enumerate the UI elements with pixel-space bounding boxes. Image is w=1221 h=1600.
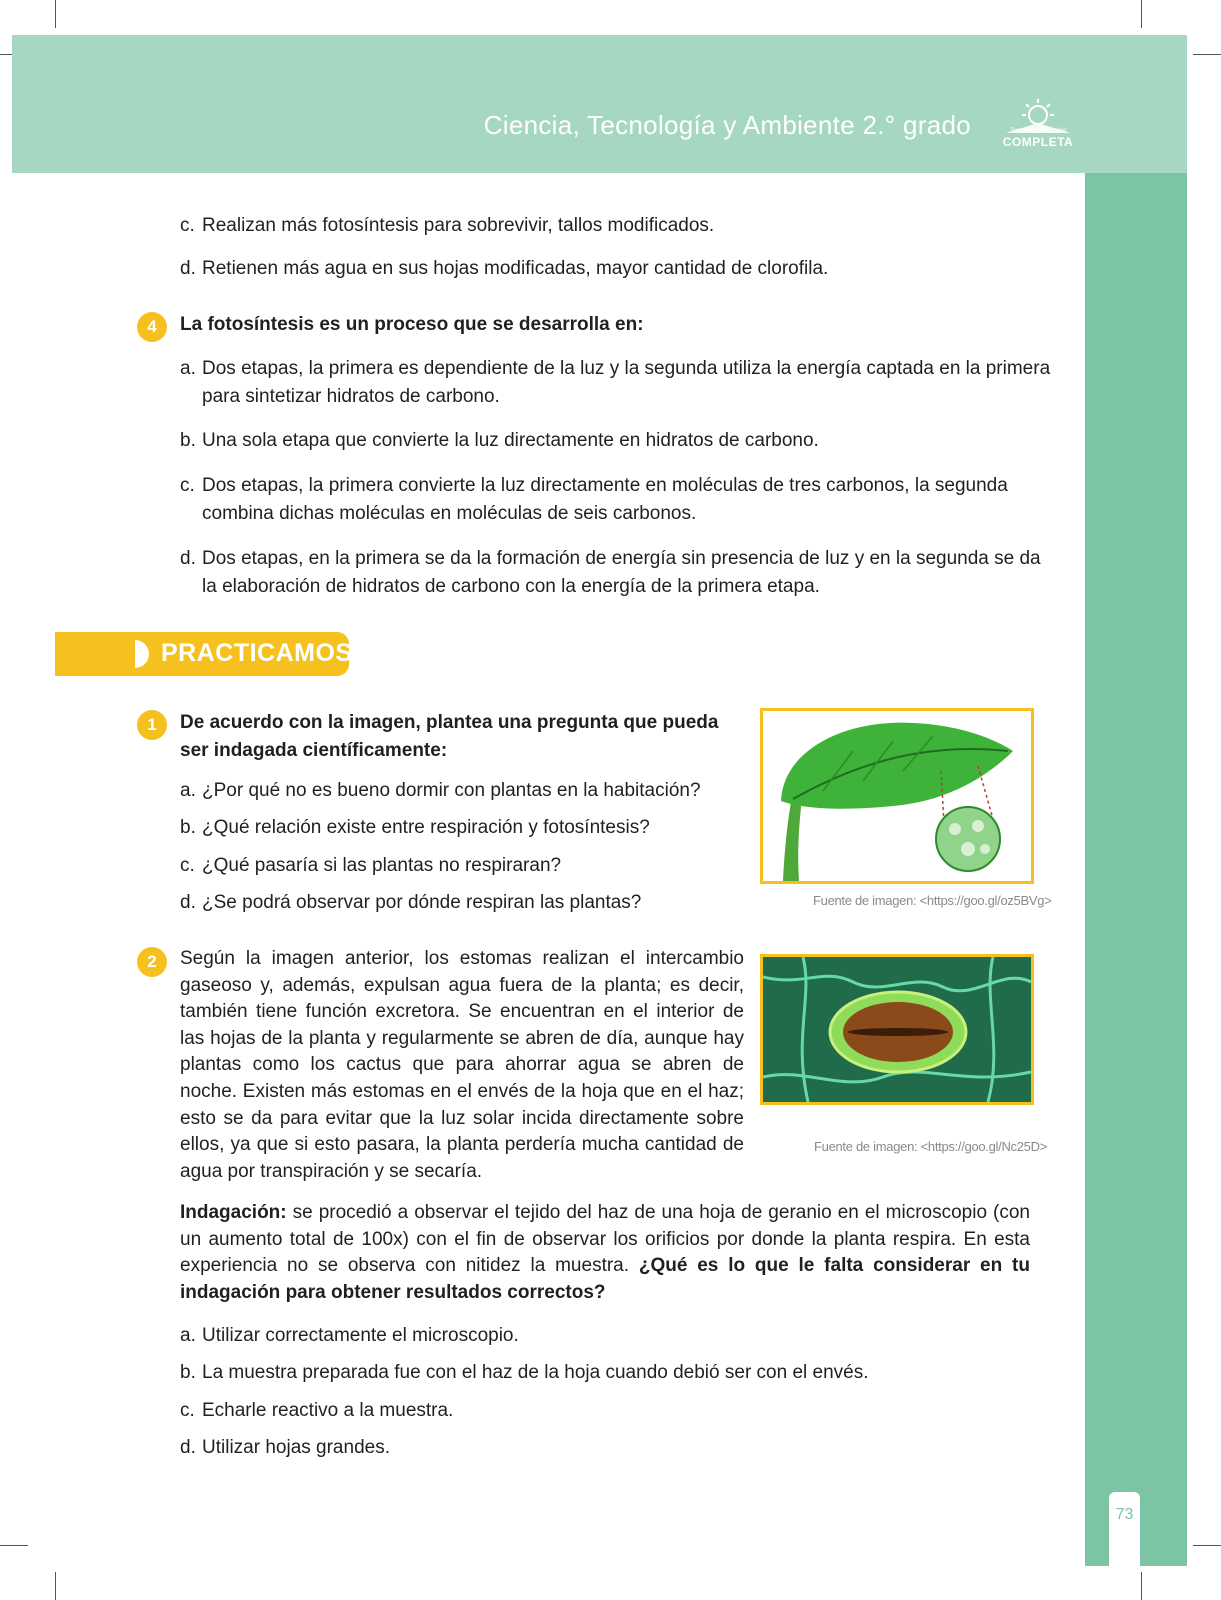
page-number: 73: [1115, 1506, 1134, 1523]
indagacion-question: ¿Qué es lo que le falta considerar en tu indagación para obtener resultados correctos?: [180, 1255, 1030, 1303]
option-text: Echarle reactivo a la muestra.: [202, 1400, 454, 1421]
question-title: La fotosíntesis es un proceso que se desarrolla en:: [180, 314, 644, 335]
question-paragraph: Según la imagen anterior, los estomas realizan el intercambio gaseoso y, además, expulsan agua fuera de la planta; es decir, también tiene función excretora. Se encuentran en el interior de las hojas de la planta y regularmente se abren de día, aunque hay plantas como los cactus que para ahorrar agua se abren de noche. Existen más estomas en el envés de la hoja que en el haz; esto se da para evitar que la luz solar incida directamente sobre ellos, ya que si esto pasara, la planta perdería mucha cantidad de agua por transpiración y se secaría.: [180, 948, 744, 1182]
option-text: La muestra preparada fue con el haz de la hoja cuando debió ser con el envés.: [202, 1362, 869, 1383]
crop-mark: [1141, 1572, 1142, 1600]
option-label: d.: [180, 892, 196, 913]
option-label: a.: [180, 780, 196, 801]
question-number: 2: [137, 947, 167, 977]
logo-subtitle: Jornada Escolar: [1009, 126, 1067, 135]
crop-mark: [1193, 54, 1221, 55]
section-banner: [55, 632, 353, 676]
page-number-tab: [1109, 1492, 1140, 1566]
option-label: a.: [180, 358, 196, 379]
question-number: 4: [137, 312, 167, 342]
logo-text: COMPLETA: [1002, 135, 1074, 149]
option-text: Una sola etapa que convierte la luz directamente en hidratos de carbono.: [202, 430, 819, 451]
banner-arrow-icon: [135, 640, 149, 668]
option-label: c.: [180, 1400, 195, 1421]
option-label: b.: [180, 817, 196, 838]
option-text: Dos etapas, la primera convierte la luz directamente en moléculas de tres carbonos, la segunda combina dichas moléculas en moléculas de seis carbonos.: [202, 475, 1008, 524]
page-title: Ciencia, Tecnología y Ambiente 2.° grado: [483, 110, 971, 140]
option-text: Realizan más fotosíntesis para sobrevivir, tallos modificados.: [202, 215, 715, 236]
leaf-icon: [763, 711, 1031, 881]
option-text: ¿Por qué no es bueno dormir con plantas en la habitación?: [202, 780, 701, 801]
option-text: Retienen más agua en sus hojas modificadas, mayor cantidad de clorofila.: [202, 258, 829, 279]
option-text: Dos etapas, la primera es dependiente de la luz y la segunda utiliza la energía captada en la primera para sintetizar hidratos de carbono.: [202, 358, 1051, 407]
option-label: d.: [180, 258, 196, 279]
crop-mark: [55, 1572, 56, 1600]
option-label: b.: [180, 1362, 196, 1383]
option-text: ¿Se podrá observar por dónde respiran las plantas?: [202, 892, 642, 913]
section-title: PRACTICAMOS: [161, 639, 353, 667]
option-label: d.: [180, 548, 196, 569]
option-label: c.: [180, 855, 195, 876]
option-label: c.: [180, 215, 195, 236]
option-label: c.: [180, 475, 195, 496]
option-text: Dos etapas, en la primera se da la formación de energía sin presencia de luz y en la segunda se da la elaboración de hidratos de carbono con la energía de la primera etapa.: [202, 548, 1041, 597]
jornada-escolar-logo: [998, 95, 1078, 155]
image-caption: Fuente de imagen: <https://goo.gl/Nc25D>: [814, 1139, 1047, 1154]
question-title: De acuerdo con la imagen, plantea una pregunta que pueda ser indagada científicamente:: [180, 712, 719, 761]
question-number: 1: [137, 710, 167, 740]
image-caption: Fuente de imagen: <https://goo.gl/oz5BVg>: [813, 893, 1052, 908]
option-text: Utilizar hojas grandes.: [202, 1437, 390, 1458]
side-bar: [1085, 173, 1187, 1566]
crop-mark: [0, 1545, 28, 1546]
crop-mark: [1193, 1545, 1221, 1546]
crop-mark: [55, 0, 56, 28]
option-label: b.: [180, 430, 196, 451]
indagacion-label: Indagación:: [180, 1202, 287, 1223]
option-label: a.: [180, 1325, 196, 1346]
crop-mark: [1141, 0, 1142, 28]
option-text: Utilizar correctamente el microscopio.: [202, 1325, 519, 1346]
indagacion-paragraph: [180, 1200, 1030, 1306]
stoma-icon: [763, 957, 1031, 1102]
option-text: ¿Qué relación existe entre respiración y fotosíntesis?: [202, 817, 650, 838]
stoma-micrograph: [760, 954, 1034, 1105]
option-text: ¿Qué pasaría si las plantas no respiraran?: [202, 855, 562, 876]
leaf-stomata-illustration: [760, 708, 1034, 884]
option-label: d.: [180, 1437, 196, 1458]
indagacion-text: se procedió a observar el tejido del haz de una hoja de geranio en el microscopio (con un aumento total de 100x) con el fin de observar los orificios por donde la planta respira. En esta experiencia no se observa con nitidez la muestra.: [180, 1202, 1030, 1277]
